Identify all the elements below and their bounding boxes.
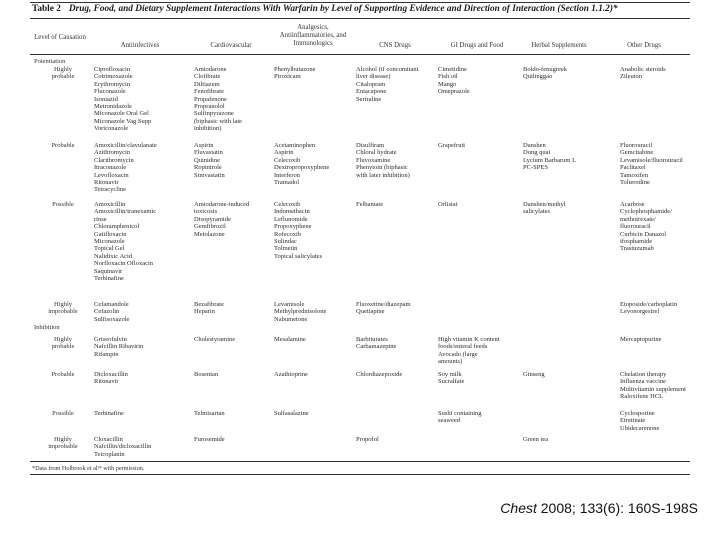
section-potentiation: Potentiation (34, 58, 66, 65)
table-cell: Levamisole Methylprednisolone Nabumetone (274, 301, 327, 323)
table-cell: Griseofulvin Nafcillin Ribavirin Rifampin (94, 336, 144, 358)
row-level: Possible (52, 201, 74, 208)
table-cell: Cholestyramine (194, 336, 236, 343)
row-level: Possible (52, 410, 74, 417)
table-cell: Ginseng (523, 371, 545, 378)
table-cell: Cefamandole Cefazolin Sulfisoxazole (94, 301, 130, 323)
table-cell: Orlistat (438, 201, 458, 208)
table-cell: Boldo-fenugreek Quilinggao (523, 66, 568, 81)
row-level: Highly probable (51, 336, 75, 351)
table-cell: Chelation therapy Influenza vaccine Multivitamin supplement Raloxifene HCL (620, 371, 686, 401)
row-level: Probable (51, 142, 75, 149)
table-cell: Cloxacillin Nafcillin/dicloxacillin Teicoplanin (94, 436, 152, 458)
row-level: Highly improbable (48, 436, 78, 451)
table-cell: Cimetidine Fish oil Mango Omeprazole (438, 66, 470, 96)
table-cell: Danshen Dong quai Lycium Barbarum L PC-SPES (523, 142, 577, 172)
table-cell: Fluoxetine/diazepam Quetiapine (356, 301, 411, 316)
table-cell: Sulfasalazine (274, 410, 309, 417)
colhead-antiinfectives: Antiinfectives (120, 42, 160, 49)
colhead-other: Other Drugs (627, 42, 661, 49)
table-cell: Ciprofloxacin Cotrimoxazole Erythromycin Fluconazole Isoniazid Metronidazole Miconazole Oral Gel Miconazole Vag Supp Voriconazole (94, 66, 152, 133)
table-cell: Mesalamine (274, 336, 306, 343)
table-cell: Acarbose Cyclophosphamide/ methotrexate/ fluorouracil Curbicin Danazol ifosphamide Trastuzumab (620, 201, 672, 253)
table-cell: Felbamate (356, 201, 384, 208)
table-cell: Chlordiazepoxide (356, 371, 403, 378)
table-caption: Drug, Food, and Dietary Supplement Interactions With Warfarin by Level of Supporting Evidence and Direction of Interaction (Section 1.1.2)* (68, 4, 618, 14)
citation (500, 500, 698, 516)
title-rule (30, 18, 690, 19)
table-cell: Amoxicillin Amoxicillin/tranexamic rinse Chloramphenicol Gatifloxacin Miconazole Topical Gel Nalidixic Acid Norfloxacin Ofloxacin Saquinavir Terbinafine (94, 201, 157, 283)
table-cell: Azathioprine (274, 371, 308, 378)
table-number: Table 2 (32, 4, 61, 14)
citation-journal: Chest (500, 500, 537, 516)
table-cell: Terbinafine (94, 410, 124, 417)
bottom-rule (30, 461, 690, 462)
table-cell: Sushi containing seaweed (438, 410, 482, 425)
citation-reference: 2008; 133(6): 160S-198S (536, 500, 698, 516)
table-cell: Alcohol (if concomitant liver disease) Citalopram Entacapone Sertraline (356, 66, 419, 103)
colhead-herbal: Herbal Supplements (531, 42, 587, 49)
colhead-level: Level of Causation (34, 34, 86, 41)
table-cell: Furosemide (194, 436, 225, 443)
table-cell: Phenylbutazone Piroxicam (274, 66, 316, 81)
table-cell: Cyclosporine Etretinate Ubidecarenone (620, 410, 660, 432)
table-cell: Anabolic steroids Zileuton (620, 66, 666, 81)
table-cell: Disulfiram Chloral hydrate Fluvoxamine Phenytoin (biphasic with later inhibition) (356, 142, 410, 179)
table-cell: Dicloxacillin Ritonavir (94, 371, 128, 386)
table-cell: Grapefruit (438, 142, 466, 149)
row-level: Highly probable (51, 66, 75, 81)
footnote-rule (30, 474, 690, 475)
table-title (32, 4, 688, 14)
table-cell: Amiodarone-induced toxicosis Disopyramide Gemfibrozil Metolazone (194, 201, 250, 238)
colhead-analgesics: Analgesics, Antiinflammatories, and Immunologics (279, 24, 347, 47)
table-cell: Etoposide/carboplatin Levonorgestrel (620, 301, 678, 316)
row-level: Highly improbable (48, 301, 78, 316)
colhead-cardiovascular: Cardiovascular (210, 42, 252, 49)
row-level: Probable (51, 371, 75, 378)
header-rule (30, 54, 690, 55)
table-cell: Acetaminophen Aspirin Celecoxib Dextropropoxyphene Interferon Tramadol (274, 142, 330, 187)
table-cell: Barbiturates Carbamazepine (356, 336, 397, 351)
colhead-gi-food: GI Drugs and Food (450, 42, 504, 49)
table-cell: High vitamin K content foods/enteral feeds Avocado (large amounts) (438, 336, 500, 366)
table-document (30, 2, 690, 482)
table-cell: Aspirin Fluvastatin Quinidine Ropinirole Simvastatin (194, 142, 225, 179)
table-cell: Bezafibrate Heparin (194, 301, 224, 316)
table-footnote: *Data from Holbrook et al³⁴ with permission. (32, 465, 145, 472)
table-cell: Telmisartan (194, 410, 225, 417)
section-inhibition: Inhibition (34, 324, 60, 331)
table-cell: Celecoxib Indomethacin Leflunomide Propoxyphene Rofecoxib Sulindac Tolmetin Topical salicylates (274, 201, 323, 260)
table-cell: Green tea (523, 436, 549, 443)
top-rule (30, 2, 690, 3)
table-cell: Soy milk Sucralfate (438, 371, 465, 386)
table-cell: Fluorouracil Gemcitabine Levamisole/fluorouracil Paclitaxel Tamoxifen Tolterodine (620, 142, 683, 187)
table-cell: Bosentan (194, 371, 219, 378)
table-cell: Amoxicillin/clavulanate Azithromycin Clarithromycin Itraconazole Levofloxacin Ritonavir Tetracycline (94, 142, 157, 194)
table-cell: Mercaptopurine (620, 336, 662, 343)
table-cell: Amiodarone Clofibrate Diltiazem Fenofibrate Propafenone Propranolol Sulfinpyrazone (biphasic with late inhibition) (194, 66, 243, 133)
colhead-cns: CNS Drugs (379, 42, 411, 49)
table-cell: Propofol (356, 436, 379, 443)
table-cell: Danshen/methyl salicylates (523, 201, 566, 216)
